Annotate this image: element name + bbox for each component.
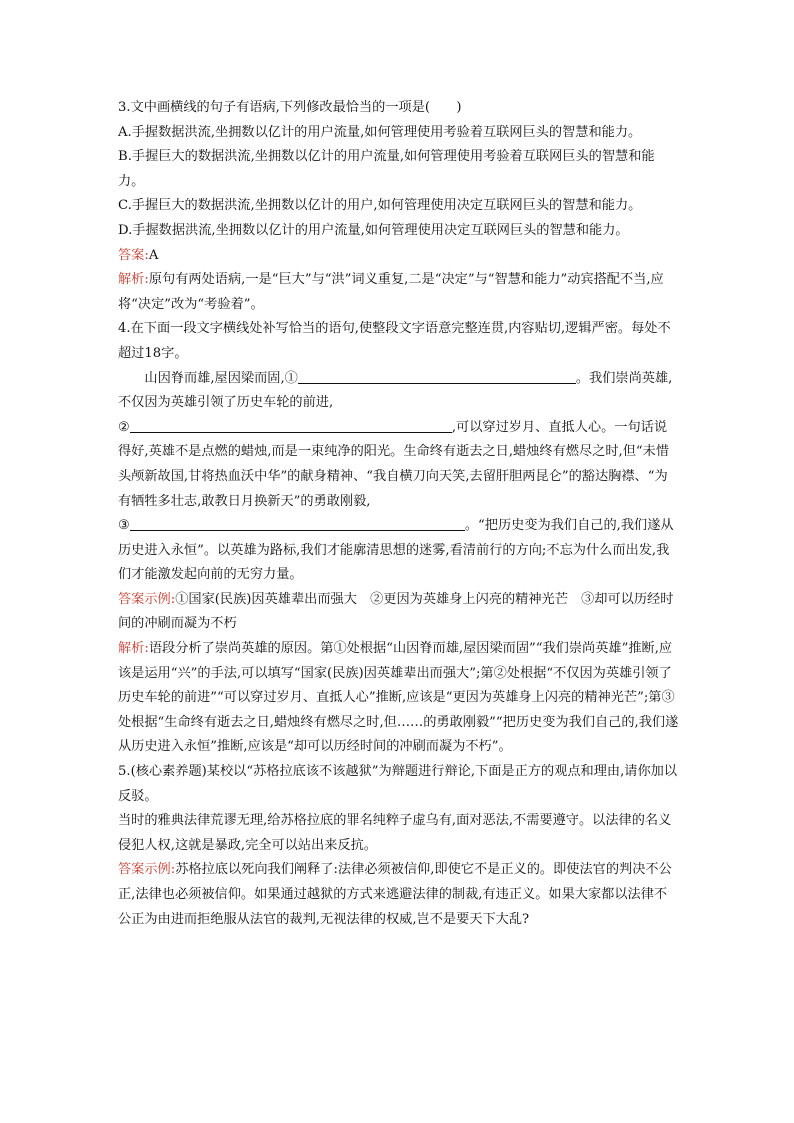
answer-label: 答案: [118,247,149,263]
question-5-answer [118,858,680,932]
answer-text: 苏格拉底以死向我们阐释了:法律必须被信仰,即使它不是正义的。即使法官的判决不公正,法律也必须被信仰。如果通过越狱的方式来逃避法律的制裁,有违正义。如果大家都以法律不公正为由进而拒绝服从法官的裁判,无视法律的权威,岂不是要天下大乱? [118,862,672,927]
question-4-passage-1 [118,367,680,416]
question-4-answer [118,588,680,637]
question-3-answer [118,244,680,269]
passage-text: 。“把历史变为我们自己的,我们遂从历史进入永恒”。以英雄为路标,我们才能廓清思想的迷雾,看清前行的方向;不忘为什么而出发,我们才能激发起向前的无穷力量。 [118,518,674,583]
question-5-stem: 5.(核心素养题)某校以“苏格拉底该不该越狱”为辩题进行辩论,下面是正方的观点和理由,请你加以反驳。 [118,764,678,804]
passage-text: 山因脊而雄,屋因梁而固,① [144,370,298,386]
answer-text: ①国家(民族)因英雄辈出而强大 ②更因为英雄身上闪亮的精神光芒 ③却可以历经时间的冲刷而凝为不朽 [118,591,674,632]
answer-text: A [148,247,159,263]
passage-text: ,可以穿过岁月、直抵人心。一句话说得好,英雄不是点燃的蜡烛,而是一束纯净的阳光。生命终有逝去之日,蜡烛终有燃尽之时,但“未惜头颅新故国,甘将热血沃中华”的献身精神、“我自横刀向天笑,去留肝胆两昆仑”的豁达胸襟、“为有牺牲多壮志,敢教日月换新天”的勇敢刚毅, [118,419,670,509]
question-4-stem: 4.在下面一段文字横线处补写恰当的语句,使整段文字语意完整连贯,内容贴切,逻辑严密。每处不超过18字。 [118,321,671,361]
passage-text: 。我们崇尚英雄,不仅因为英雄引领了历史车轮的前进, [118,370,673,411]
fill-blank-3[interactable] [130,516,465,531]
question-5-material: 当时的雅典法律荒谬无理,给苏格拉底的罪名纯粹子虚乌有,面对恶法,不需要遵守。以法律的名义侵犯人权,这就是暴政,完全可以站出来反抗。 [118,813,672,853]
fill-blank-1[interactable] [298,369,576,384]
fill-blank-2[interactable] [130,418,452,433]
blank-number: ② [118,419,130,435]
question-3-option-c: C.手握巨大的数据洪流,坐拥数以亿计的用户,如何管理使用决定互联网巨头的智慧和能力。 [118,198,642,214]
analysis-text: 语段分析了崇尚英雄的原因。第①处根据“山因脊而雄,屋因梁而固”“我们崇尚英雄”推断,应该是运用“兴”的手法,可以填写“国家(民族)因英雄辈出而强大”;第②处根据“不仅因为英雄引领了历史车轮的前进”“可以穿过岁月、直抵人心”推断,应该是“更因为英雄身上闪亮的精神光芒”;第③处根据“生命终有逝去之日,蜡烛终有燃尽之时,但……的勇敢刚毅”“把历史变为我们自己的,我们遂从历史进入永恒”推断,应该是“却可以历经时间的冲刷而凝为不朽”。 [118,641,679,755]
question-3-analysis [118,268,680,317]
analysis-label: 解析: [118,641,149,657]
question-4-passage-3 [118,514,680,588]
answer-label: 答案示例: [118,862,176,878]
document-page [118,96,680,932]
blank-number: ③ [118,518,130,534]
question-3-stem: 3.文中画横线的句子有语病,下列修改最恰当的一项是( ) [118,100,462,115]
question-3-option-b: B.手握巨大的数据洪流,坐拥数以亿计的用户流量,如何管理使用考验着互联网巨头的智慧和能力。 [118,149,655,189]
question-4-passage-2 [118,416,680,514]
question-4-analysis [118,637,680,760]
answer-label: 答案示例: [118,591,176,607]
question-3-option-a: A.手握数据洪流,坐拥数以亿计的用户流量,如何管理使用考验着互联网巨头的智慧和能力。 [118,124,642,140]
question-3-option-d: D.手握数据洪流,坐拥数以亿计的用户流量,如何管理使用决定互联网巨头的智慧和能力。 [118,222,629,238]
analysis-label: 解析: [118,272,149,288]
analysis-text: 原句有两处语病,一是“巨大”与“洪”词义重复,二是“决定”与“智慧和能力”动宾搭配不当,应将“决定”改为“考验着”。 [118,272,664,312]
